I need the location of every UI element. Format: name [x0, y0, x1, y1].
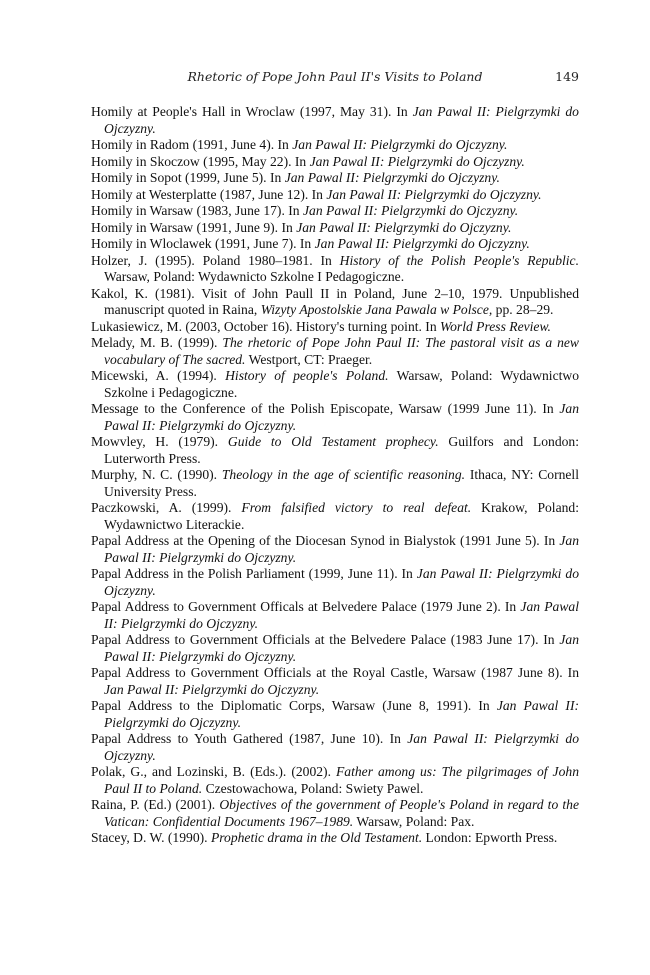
reference-text: Papal Address to Government Officials at the Royal Castle, Warsaw (1987 June 8). In — [91, 665, 579, 680]
reference-text: Homily in Warsaw (1983, June 17). In — [91, 203, 303, 218]
reference-italic-title: Objectives of the government of People's Poland in regard to the Vatican: Confidential Documents 1967–1989. — [104, 797, 579, 829]
reference-text: Homily at People's Hall in Wroclaw (1997, May 31). In — [91, 104, 413, 119]
reference-entry — [91, 599, 579, 632]
reference-text: Papal Address at the Opening of the Diocesan Synod in Bialystok (1991 June 5). In — [91, 533, 560, 548]
reference-italic-title: Jan Pawal II: Pielgrzymki do Ojczyzny. — [309, 153, 525, 169]
reference-text: Homily in Sopot (1999, June 5). In — [91, 170, 285, 185]
reference-text: Stacey, D. W. (1990). — [91, 830, 211, 845]
reference-entry — [91, 154, 579, 171]
reference-text: Polak, G., and Lozinski, B. (Eds.). (2002). — [91, 764, 336, 779]
reference-italic-title: History of the Polish People's Republic. — [339, 252, 579, 268]
reference-publisher: pp. 28–29. — [492, 302, 554, 317]
reference-entry — [91, 203, 579, 220]
reference-publisher: London: Epworth Press. — [422, 830, 558, 845]
reference-text: Papal Address to Government Officals at Belvedere Palace (1979 June 2). In — [91, 599, 521, 614]
reference-entry — [91, 797, 579, 830]
reference-italic-title: Father among us: The pilgrimages of John Paul II to Poland. — [104, 764, 579, 796]
reference-italic-title: Guide to Old Testament prophecy. — [227, 434, 439, 449]
reference-entry — [91, 434, 579, 467]
reference-italic-title: Jan Pawal II: Pielgrzymki do Ojczyzny. — [104, 401, 579, 433]
reference-entry — [91, 764, 579, 797]
reference-italic-title: Jan Pawal II: Pielgrzymki do Ojczyzny. — [314, 236, 530, 251]
reference-italic-title: History of people's Poland. — [225, 368, 389, 383]
reference-text: Homily in Radom (1991, June 4). In — [91, 137, 293, 152]
reference-text: Homily at Westerplatte (1987, June 12). In — [91, 186, 327, 202]
reference-text: Micewski, A. (1994). — [91, 368, 226, 383]
reference-text: Papal Address to the Diplomatic Corps, Warsaw (June 8, 1991). In — [91, 698, 497, 713]
reference-italic-title: Jan Pawal II: Pielgrzymki do Ojczyzny. — [104, 104, 579, 136]
reference-italic-title: The rhetoric of Pope John Paul II: The pastoral visit as a new vocabulary of The sacred. — [104, 335, 579, 367]
reference-italic-title: Jan Pawal II: Pielgrzymki do Ojczyzny. — [104, 698, 580, 730]
reference-entry — [91, 335, 579, 368]
reference-italic-title: Jan Pawal II: Pielgrzymki do Ojczyzny. — [104, 566, 579, 598]
reference-italic-title: Jan Pawal II: Pielgrzymki do Ojczyzny. — [302, 203, 519, 218]
reference-entry — [91, 566, 579, 599]
reference-list — [91, 104, 579, 847]
reference-entry — [91, 319, 579, 336]
reference-entry — [91, 731, 579, 764]
reference-entry — [91, 170, 579, 187]
reference-text: Holzer, J. (1995). Poland 1980–1981. In — [91, 252, 340, 268]
reference-publisher: Krakow, Poland: Wydawnictwo Literackie. — [104, 500, 579, 532]
reference-italic-title: Jan Pawal II: Pielgrzymki do Ojczyzny. — [296, 219, 512, 235]
reference-text: Murphy, N. C. (1990). — [91, 467, 222, 482]
reference-text: Lukasiewicz, M. (2003, October 16). History's turning point. In — [91, 318, 441, 334]
reference-entry — [91, 698, 579, 731]
reference-entry — [91, 137, 579, 154]
reference-italic-title: Jan Pawal II: Pielgrzymki do Ojczyzny. — [104, 731, 579, 763]
reference-entry — [91, 253, 579, 286]
reference-entry — [91, 830, 579, 847]
reference-publisher: Westport, CT: Praeger. — [245, 351, 373, 367]
reference-italic-title: Jan Pawal II: Pielgrzymki do Ojczyzny. — [326, 186, 542, 202]
reference-italic-title: Jan Pawal II: Pielgrzymki do Ojczyzny. — [292, 137, 508, 152]
reference-italic-title: Jan Pawal II: Pielgrzymki do Ojczyzny. — [104, 533, 579, 565]
reference-entry — [91, 500, 579, 533]
reference-italic-title: Theology in the age of scientific reasoning. — [221, 467, 466, 482]
reference-text: Kakol, K. (1981). Visit of John Paull II in Poland, June 2–10, 1979. Unpublished manuscript quoted in Raina, — [91, 285, 579, 317]
reference-text: Papal Address in the Polish Parliament (1999, June 11). In — [91, 566, 417, 581]
reference-publisher: Guilfors and London: Luterworth Press. — [104, 434, 580, 466]
reference-entry — [91, 401, 579, 434]
running-header — [91, 69, 579, 89]
reference-entry — [91, 632, 579, 665]
reference-text: Mowvley, H. (1979). — [91, 434, 228, 449]
reference-text: Homily in Wloclawek (1991, June 7). In — [91, 236, 315, 251]
reference-text: Homily in Skoczow (1995, May 22). In — [91, 153, 310, 169]
reference-text: Papal Address to Government Officials at the Belvedere Palace (1983 June 17). In — [91, 632, 560, 647]
reference-entry — [91, 187, 579, 204]
reference-text: Paczkowski, A. (1999). — [91, 500, 242, 515]
reference-publisher: Warsaw, Poland: Wydawnicto Szkolne I Pedagogiczne. — [104, 269, 405, 284]
reference-text: Papal Address to Youth Gathered (1987, June 10). In — [91, 731, 408, 746]
reference-text: Raina, P. (Ed.) (2001). — [91, 797, 220, 812]
reference-entry — [91, 220, 579, 237]
page-number: 149 — [555, 69, 579, 84]
reference-text: Melady, M. B. (1999). — [91, 335, 223, 350]
reference-entry — [91, 236, 579, 253]
reference-italic-title: Jan Pawal II: Pielgrzymki do Ojczyzny. — [104, 681, 320, 697]
reference-entry — [91, 533, 579, 566]
reference-publisher: Warsaw, Poland: Wydawnictwo Szkolne i Pedagogiczne. — [104, 368, 580, 400]
reference-italic-title: From falsified victory to real defeat. — [241, 500, 472, 515]
reference-italic-title: Jan Pawal II: Pielgrzymki do Ojczyzny. — [104, 632, 579, 664]
reference-publisher: Ithaca, NY: Cornell University Press. — [104, 467, 579, 499]
reference-entry — [91, 286, 579, 319]
running-title: Rhetoric of Pope John Paul II's Visits to Poland — [187, 69, 483, 84]
reference-italic-title: Jan Pawal II: Pielgrzymki do Ojczyzny. — [104, 599, 579, 631]
reference-entry — [91, 665, 579, 698]
reference-italic-title: Jan Pawal II: Pielgrzymki do Ojczyzny. — [284, 170, 500, 185]
reference-text: Message to the Conference of the Polish Episcopate, Warsaw (1999 June 11). In — [91, 401, 560, 416]
reference-entry — [91, 467, 579, 500]
reference-entry — [91, 104, 579, 137]
reference-entry — [91, 368, 579, 401]
reference-publisher: Warsaw, Poland: Pax. — [353, 813, 475, 829]
reference-italic-title: Wizyty Apostolskie Jana Pawala w Polsce, — [260, 302, 493, 317]
reference-italic-title: World Press Review. — [440, 318, 551, 334]
reference-text: Homily in Warsaw (1991, June 9). In — [91, 219, 297, 235]
reference-publisher: Czestowachowa, Poland: Swiety Pawel. — [202, 780, 424, 796]
reference-italic-title: Prophetic drama in the Old Testament. — [210, 830, 423, 845]
